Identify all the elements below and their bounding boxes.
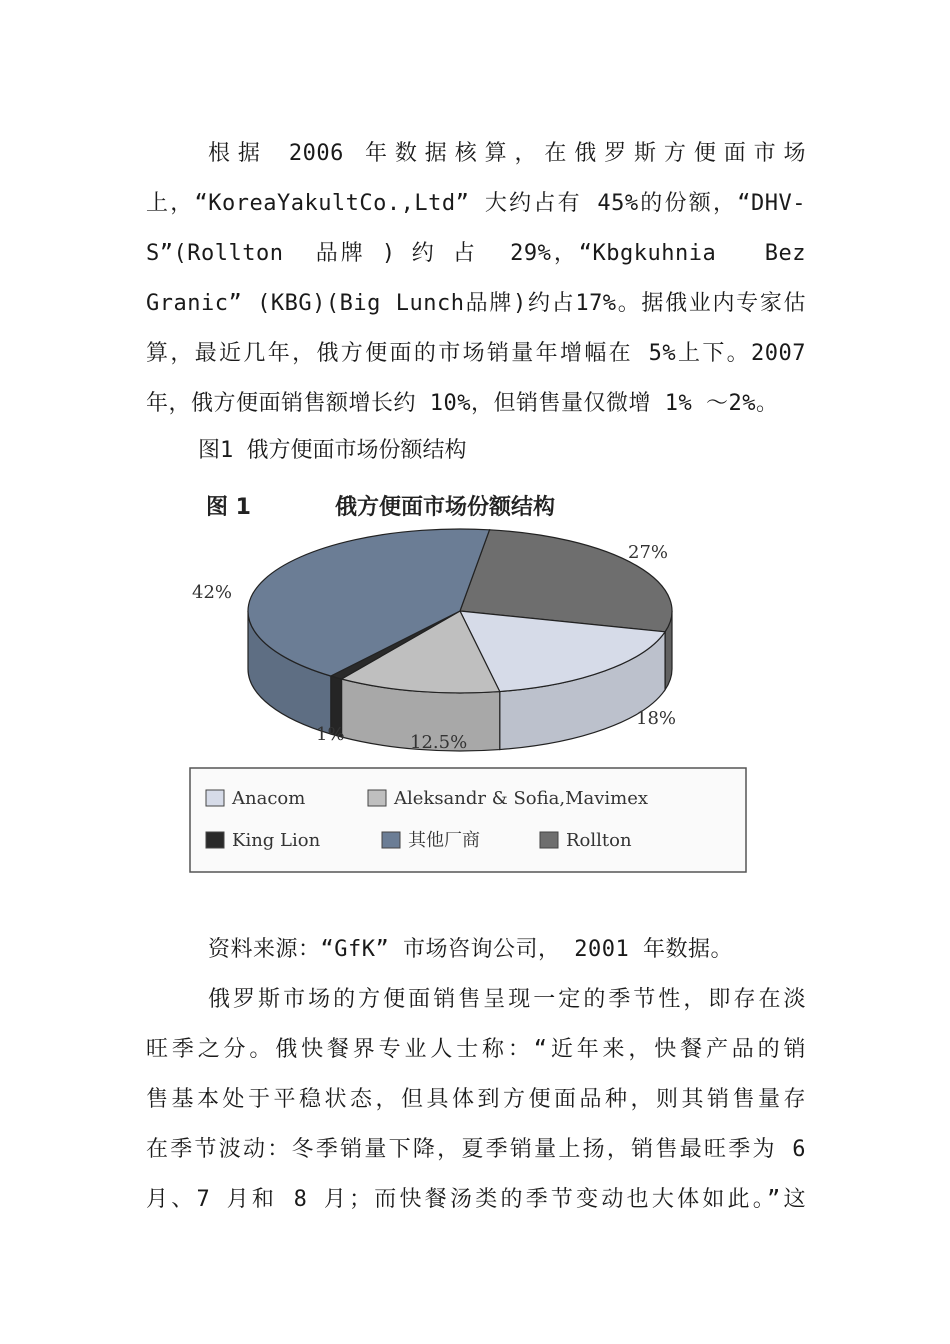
- pct-label: 27%: [628, 542, 669, 563]
- legend-label: Rollton: [566, 830, 632, 851]
- text-line: 资料来源：“GfK” 市场咨询公司， 2001 年数据。: [208, 937, 733, 962]
- figure-caption: 图1 俄方便面市场份额结构: [198, 438, 467, 463]
- legend-label: 其他厂商: [408, 830, 480, 851]
- pie-chart: [170, 478, 810, 888]
- pct-label: 12.5%: [410, 732, 468, 753]
- text-line: 俄罗斯市场的方便面销售呈现一定的季节性，即存在淡: [208, 987, 806, 1012]
- text-line: 算，最近几年，俄方便面的市场销量年增幅在 5%上下。2007: [146, 341, 806, 366]
- legend-swatch: [382, 832, 400, 848]
- pct-label: 1%: [316, 724, 345, 745]
- legend-swatch: [368, 790, 386, 806]
- legend-label: Aleksandr & Sofia,Mavimex: [394, 788, 649, 809]
- text-line: 旺季之分。俄快餐界专业人士称：“近年来，快餐产品的销: [146, 1037, 806, 1062]
- text-line: 月、7 月和 8 月；而快餐汤类的季节变动也大体如此。”这: [146, 1187, 806, 1212]
- pie-group: [192, 529, 676, 753]
- pct-label: 42%: [192, 582, 233, 603]
- legend-swatch: [206, 790, 224, 806]
- text-line: 上，“KoreaYakultCo.,Ltd” 大约占有 45%的份额，“DHV-: [146, 191, 806, 216]
- legend-label: Anacom: [232, 788, 306, 809]
- source-note: [146, 925, 806, 975]
- legend-swatch: [206, 832, 224, 848]
- pie-chart-figure: [170, 478, 810, 888]
- pct-label: 18%: [636, 708, 677, 729]
- legend: [190, 768, 746, 872]
- text-line: S”(Rollton 品牌 ) 约 占 29%，“Kbgkuhnia Bez: [146, 241, 806, 266]
- text-line: 售基本处于平稳状态，但具体到方便面品种，则其销售量存: [146, 1087, 806, 1112]
- legend-swatch: [540, 832, 558, 848]
- paragraph-seasonality: [146, 975, 806, 1225]
- legend-label: King Lion: [232, 830, 321, 851]
- text-line: 在季节波动：冬季销量下降，夏季销量上扬，销售最旺季为 6: [146, 1137, 806, 1162]
- text-line: Granic” (KBG)(Big Lunch品牌)约占17%。据俄业内专家估: [146, 291, 806, 316]
- paragraph-market-share: [146, 129, 806, 429]
- figure-label: 图 1: [206, 495, 251, 520]
- text-line: 年，俄方便面销售额增长约 10%，但销售量仅微增 1% ～2%。: [146, 391, 779, 416]
- text-line: 根据 2006 年数据核算，在俄罗斯方便面市场: [208, 141, 806, 166]
- figure-title: 俄方便面市场份额结构: [335, 495, 556, 520]
- legend-box: [190, 768, 746, 872]
